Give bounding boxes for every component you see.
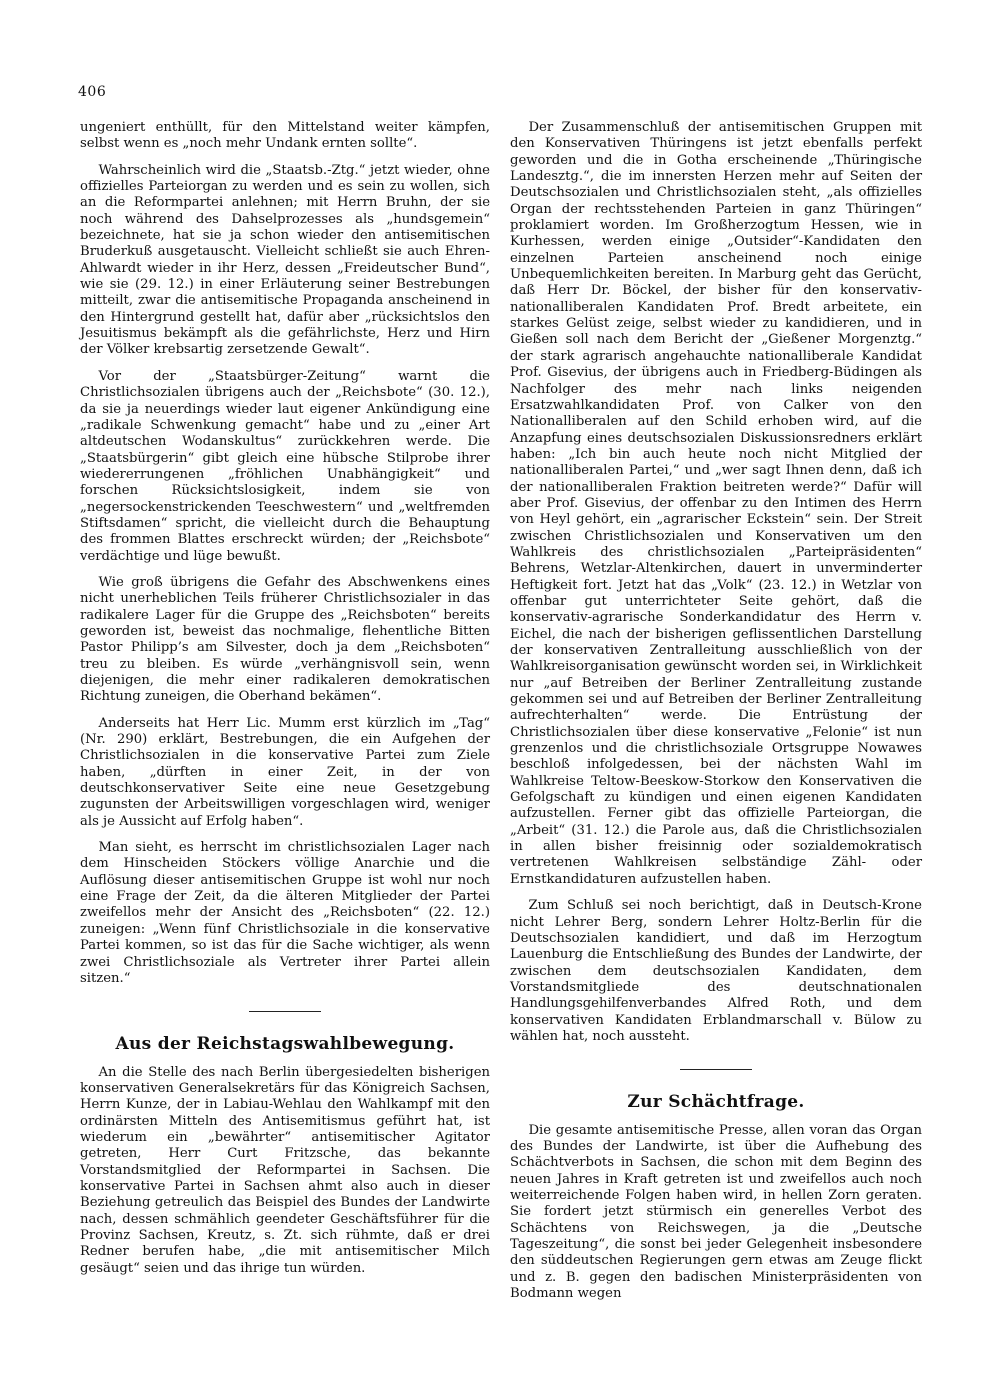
page-number: 406 [78, 84, 107, 100]
left-paragraph: Anderseits hat Herr Lic. Mumm erst kürzlich im „Tag“ (Nr. 290) erklärt, Bestrebungen, die ein Aufgehen der Christlichsozialen in die konservative Partei zum Ziele haben, „dürften in einer Zeit, in der von deutschkonservativer Seite eine neue Gesetzgebung zugunsten der Arbeitswilligen vorgeschlagen wird, weniger als je Aussicht auf Erfolg haben“. [80, 715, 490, 829]
left-paragraph: ungeniert enthüllt, für den Mittelstand weiter kämpfen, selbst wenn es „noch mehr Undank ernten sollte“. [80, 120, 490, 152]
left-column [80, 120, 490, 1287]
right-paragraph: Die gesamte antisemitische Presse, allen voran das Organ des Bundes der Landwirte, ist über die Aufhebung des Schächtverbots in Sachsen, die schon mit dem Beginn des neuen Jahres in Kraft getreten ist und zweifellos auch noch weiterreichende Folgen haben wird, in hellen Zorn geraten. Sie fordert jetzt stürmisch ein generelles Verbot des Schächtens von Reichswegen, ja die „Deutsche Tageszeitung“, die sonst bei jeder Gelegenheit insbesondere den süddeutschen Regierungen gern etwas am Zeuge flickt und z. B. gegen den badischen Ministerpräsidenten von Bodmann wegen [510, 1122, 922, 1302]
left-paragraph: An die Stelle des nach Berlin übergesiedelten bisherigen konservativen Generalsekretärs für das Königreich Sachsen, Herrn Kunze, der in Labiau-Wehlau den Wahlkampf mit den ordinärsten Mitteln des Antisemitismus geführt hat, ist wiederum ein „bewährter“ antisemitischer Agitator getreten, Herr Curt Fritzsche, das bekannte Vorstandsmitglied der Reformpartei in Sachsen. Die konservative Partei in Sachsen ahmt also auch in dieser Beziehung getreulich das Beispiel des Bundes der Landwirte nach, dessen schmählich geendeter Geschäftsführer für die Provinz Sachsen, Kreutz, s. Zt. sich rühmte, daß er drei Redner berufen habe, „die mit antisemitischer Milch gesäugt“ seien und das ihrige tun würden. [80, 1064, 490, 1276]
section-divider [249, 1011, 321, 1012]
section-heading-schaechtfrage: Zur Schächtfrage. [627, 1092, 805, 1113]
section-heading-reichstagswahl: Aus der Reichstagswahlbewegung. [115, 1034, 455, 1055]
left-paragraph: Man sieht, es herrscht im christlichsozialen Lager nach dem Hinscheiden Stöckers völlige Anarchie und die Auflösung dieser antisemitischen Gruppe ist wohl nur noch eine Frage der Zeit, da die älteren Mitglieder der Partei zweifellos mehr der Ansicht des „Reichsboten“ (22. 12.) zuneigen: „Wenn fünf Christlichsoziale in die konservative Partei kommen, so ist das für die Sache wichtiger, als wenn zwei Christlichsoziale als Vertreter ihrer Partei allein sitzen.“ [80, 840, 490, 986]
left-paragraph: Vor der „Staatsbürger-Zeitung“ warnt die Christlichsozialen übrigens auch der „Reichsbote“ (30. 12.), da sie ja neuerdings wieder laut eigener Ankündigung eine „radikale Schwenkung gemacht“ habe und zu „einer Art altdeutschen Wodanskultus“ zurückkehren werde. Die „Staatsbürgerin“ gibt gleich eine hübsche Stilprobe ihrer wiedererrungenen „fröhlichen Unabhängigkeit“ und forschen Rücksichtslosigkeit, indem sie von „negersockenstrickenden Teeschwestern“ und „weltfremden Stiftsdamen“ spricht, die vielleicht durch die Behauptung des frommen Blattes erschreckt würden; der „Reichsbote“ verdächtige und lüge bewußt. [80, 368, 490, 564]
right-paragraph: Zum Schluß sei noch berichtigt, daß in Deutsch-Krone nicht Lehrer Berg, sondern Lehrer Holtz-Berlin für die Deutschsozialen kandidiert, und daß im Herzogtum Lauenburg die Entschließung des Bundes der Landwirte, der zwischen dem deutschsozialen Kandidaten, dem Vorstandsmitgliede des deutschnationalen Handlungsgehilfenverbandes Alfred Roth, und dem konservativen Kandidaten Erblandmarschall v. Bülow zu wählen hat, noch aussteht. [510, 898, 922, 1044]
left-paragraph: Wie groß übrigens die Gefahr des Abschwenkens eines nicht unerheblichen Teils früherer Christlichsozialer in das radikalere Lager für die Gruppe des „Reichsboten“ bereits geworden ist, beweist das nochmalige, flehentliche Bitten Pastor Philipp’s am Silvester, doch ja dem „Reichsboten“ treu zu bleiben. Es würde „verhängnisvoll sein, wenn diejenigen, die mehr einer radikaleren demokratischen Richtung zuneigen, die Oberhand bekämen“. [80, 574, 490, 705]
right-column [510, 120, 922, 1312]
right-paragraph: Der Zusammenschluß der antisemitischen Gruppen mit den Konservativen Thüringens ist jetzt ebenfalls perfekt geworden und die in Gotha erscheinende „Thüringische Landesztg.“, die im innersten Herzen mehr auf Seiten der Deutschsozialen und Christlichsozialen steht, „als offizielles Organ der rechtsstehenden Parteien in ganz Thüringen“ proklamiert worden. Im Großherzogtum Hessen, wie in Kurhessen, werden einige „Outsider“-Kandidaten den einzelnen Parteien anscheinend noch einige Unbequemlichkeiten bereiten. In Marburg geht das Gerücht, daß Herr Dr. Böckel, der bisher für den konservativ-nationalliberalen Kandidaten Prof. Bredt arbeitete, ein starkes Gelüst zeige, selbst wieder zu kandidieren, und in Gießen soll nach dem Bericht der „Gießener Morgenztg.“ der stark agrarisch angehauchte nationalliberale Kandidat Prof. Gisevius, der übrigens auch in Friedberg-Büdingen als Nachfolger des mehr nach links neigenden Ersatzwahlkandidaten Prof. von Calker von den Nationalliberalen auf den Schild erhoben wird, auf die Anzapfung eines deutschsozialen Diskussionsredners erklärt haben: „Ich bin auch heute noch nicht Mitglied der nationalliberalen Partei,“ und „wer sagt Ihnen denn, daß ich der nationalliberalen Fraktion beitreten werde?“ Dafür will aber Prof. Gisevius, der offenbar zu den Intimen des Herrn von Heyl gehört, ein „agrarischer Eckstein“ sein. Der Streit zwischen Christlichsozialen und Konservativen um den Wahlkreis des christlichsozialen „Parteipräsidenten“ Behrens, Wetzlar-Altenkirchen, dauert in unverminderter Heftigkeit fort. Jetzt hat das „Volk“ (23. 12.) in Wetzlar von offenbar gut unterrichteter Seite gehört, daß die konservativ-agrarische Sonderkandidatur des Herrn v. Eichel, die nach der bisherigen geflissentlichen Darstellung der konservativen Zentralleitung ausschließlich von der Wahlkreisorganisation gewünscht worden sei, in Wirklichkeit nur „auf Betreiben der Berliner Zentralleitung zustande gekommen sei und auf Betreiben der Berliner Zentralleitung aufrechterhalten“ werde. Die Entrüstung der Christlichsozialen über diese konservative „Felonie“ ist nun grenzenlos und die christlichsoziale Ortsgruppe Nowawes beschloß infolgedessen, bei der nächsten Wahl im Wahlkreise Teltow-Beeskow-Storkow den Konservativen die Gefolgschaft zu kündigen und einen eigenen Kandidaten aufzustellen. Ferner gibt das offizielle Parteiorgan, die „Arbeit“ (31. 12.) die Parole aus, daß die Christlichsozialen in allen bisher freisinnig oder sozialdemokratisch vertretenen Wahlkreisen selbständige Zähl- oder Ernstkandidaturen aufzustellen haben. [510, 120, 922, 887]
section-divider [680, 1069, 752, 1070]
left-paragraph: Wahrscheinlich wird die „Staatsb.-Ztg.“ jetzt wieder, ohne offizielles Parteiorgan zu werden und es sein zu wollen, sich an die Reformpartei anlehnen; mit Herrn Bruhn, der sie noch während des Dahselprozesses als „hundsgemein“ bezeichnete, hat sie ja schon wieder den antisemitischen Bruderkuß ausgetauscht. Vielleicht schließt sie auch Ehren-Ahlwardt wieder in ihr Herz, dessen „Freideutscher Bund“, wie sie (29. 12.) in einer Erläuterung seiner Bestrebungen mitteilt, zwar die antisemitische Propaganda anscheinend in den Hintergrund gestellt hat, dafür aber „rücksichtslos den Jesuitismus bekämpft als die gefährlichste, Herz und Hirn der Völker krebsartig zersetzende Gewalt“. [80, 162, 490, 358]
